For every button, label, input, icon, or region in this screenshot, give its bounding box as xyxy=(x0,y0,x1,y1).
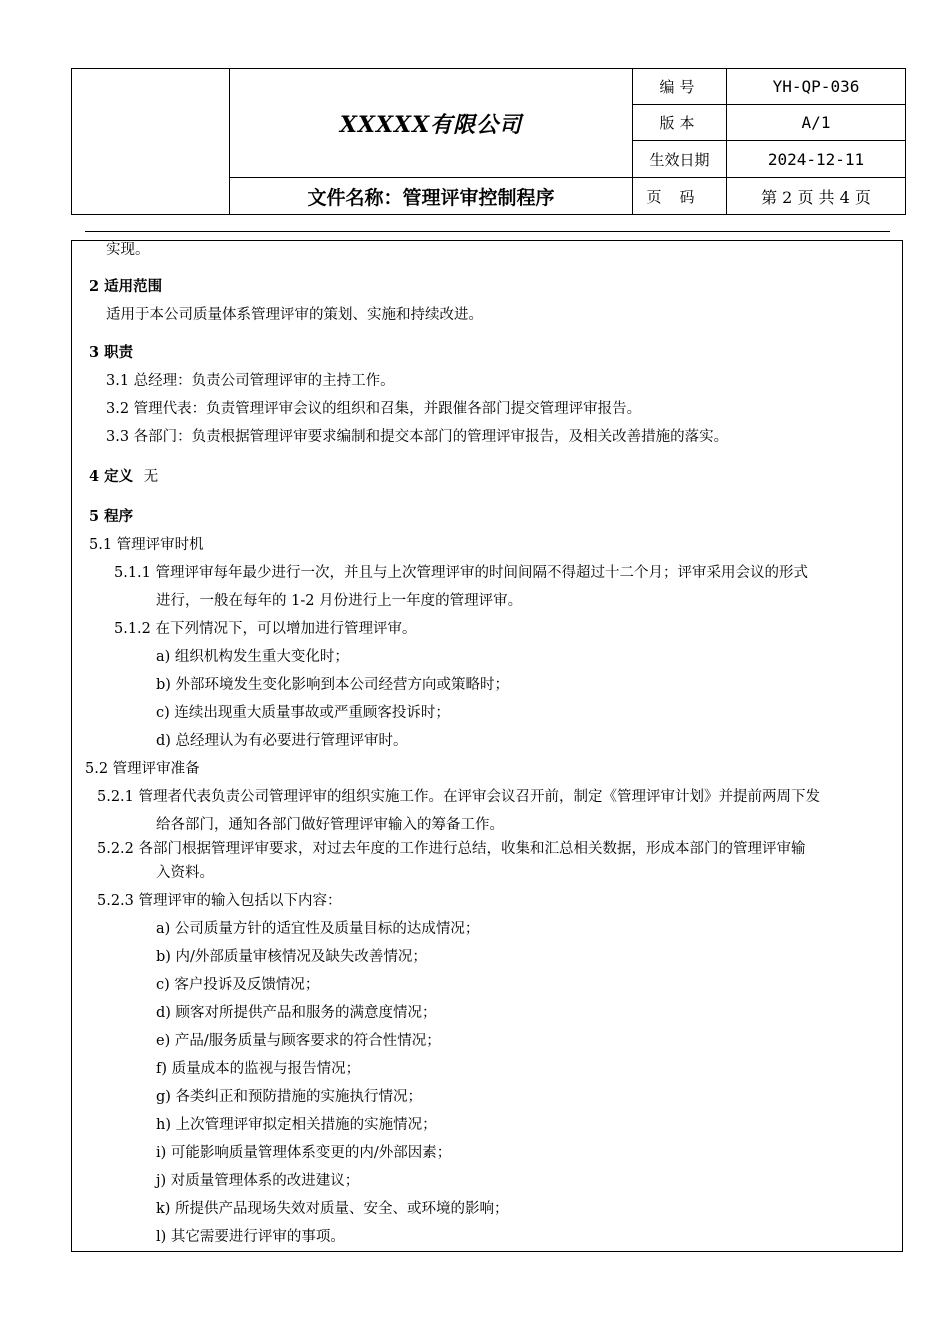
list-item: c) 客户投诉及反馈情况； xyxy=(156,977,320,993)
company-name: XXXXX有限公司 xyxy=(230,69,633,178)
section-5-heading: 5 程序 xyxy=(89,508,134,525)
version-label: 版本 xyxy=(633,105,727,141)
list-item: i) 可能影响质量管理体系变更的内/外部因素； xyxy=(156,1145,452,1161)
list-item: d) 顾客对所提供产品和服务的满意度情况； xyxy=(156,1005,437,1021)
effective-date-label: 生效日期 xyxy=(633,141,727,178)
effective-date-value: 2024-12-11 xyxy=(727,141,906,178)
section-2-heading: 2 适用范围 xyxy=(89,278,163,295)
list-item: b) 内/外部质量审核情况及缺失改善情况； xyxy=(156,949,427,965)
para-5-2-1-line1: 5.2.1 管理者代表负责公司管理评审的组织实施工作。在评审会议召开前，制定《管理评审计划》并提前两周下发 xyxy=(97,789,820,805)
list-item: d) 总经理认为有必要进行管理评审时。 xyxy=(156,733,408,749)
para-5-1-2: 5.1.2 在下列情况下，可以增加进行管理评审。 xyxy=(114,621,417,637)
para-5-1-1-line1: 5.1.1 管理评审每年最少进行一次，并且与上次管理评审的时间间隔不得超过十二个月；评审采用会议的形式 xyxy=(114,565,808,581)
section-5-1-heading: 5.1 管理评审时机 xyxy=(89,537,204,553)
para-5-1-1-line2: 进行，一般在每年的 1-2 月份进行上一年度的管理评审。 xyxy=(156,593,523,609)
list-item: l) 其它需要进行评审的事项。 xyxy=(156,1229,345,1245)
list-item: b) 外部环境发生变化影响到本公司经营方向或策略时； xyxy=(156,677,510,693)
para-5-2-2-line1: 5.2.2 各部门根据管理评审要求，对过去年度的工作进行总结，收集和汇总相关数据，形成本部门的管理评审输 xyxy=(97,841,806,857)
section-2-text: 适用于本公司质量体系管理评审的策划、实施和持续改进。 xyxy=(106,307,483,323)
section-3-item: 3.2 管理代表：负责管理评审会议的组织和召集，并跟催各部门提交管理评审报告。 xyxy=(106,401,642,417)
para-5-2-3: 5.2.3 管理评审的输入包括以下内容： xyxy=(97,893,342,909)
continued-text: 实现。 xyxy=(106,242,150,258)
list-item: h) 上次管理评审拟定相关措施的实施情况； xyxy=(156,1117,437,1133)
list-item: a) 公司质量方针的适宜性及质量目标的达成情况； xyxy=(156,921,480,937)
version-value: A/1 xyxy=(727,105,906,141)
section-4-text: 无 xyxy=(143,469,159,485)
list-item: j) 对质量管理体系的改进建议； xyxy=(156,1173,360,1189)
section-3-item: 3.3 各部门：负责根据管理评审要求编制和提交本部门的管理评审报告，及相关改善措施的落实。 xyxy=(106,429,729,445)
list-item: c) 连续出现重大质量事故或严重顾客投诉时； xyxy=(156,705,450,721)
doc-number-value: YH-QP-036 xyxy=(727,69,906,105)
page-value: 第 2 页 共 4 页 xyxy=(727,178,906,215)
doc-number-label: 编号 xyxy=(633,69,727,105)
para-5-2-2-line2: 入资料。 xyxy=(156,865,214,881)
document-header xyxy=(71,68,906,215)
list-item: k) 所提供产品现场失效对质量、安全、或环境的影响； xyxy=(156,1201,509,1217)
list-item: a) 组织机构发生重大变化时； xyxy=(156,649,349,665)
document-title: 文件名称：管理评审控制程序 xyxy=(230,178,633,215)
header-divider xyxy=(85,231,890,232)
logo-cell xyxy=(72,69,230,215)
section-3-heading: 3 职责 xyxy=(89,344,134,361)
section-4-line xyxy=(89,467,158,487)
list-item: f) 质量成本的监视与报告情况； xyxy=(156,1061,361,1077)
para-5-2-1-line2: 给各部门，通知各部门做好管理评审输入的筹备工作。 xyxy=(156,817,504,833)
list-item: g) 各类纠正和预防措施的实施执行情况； xyxy=(156,1089,423,1105)
list-item: e) 产品/服务质量与顾客要求的符合性情况； xyxy=(156,1033,441,1049)
page-label: 页码 xyxy=(633,178,727,215)
section-3-item: 3.1 总经理：负责公司管理评审的主持工作。 xyxy=(106,373,395,389)
section-5-2-heading: 5.2 管理评审准备 xyxy=(85,761,200,777)
section-4-heading: 4 定义 xyxy=(89,468,134,485)
